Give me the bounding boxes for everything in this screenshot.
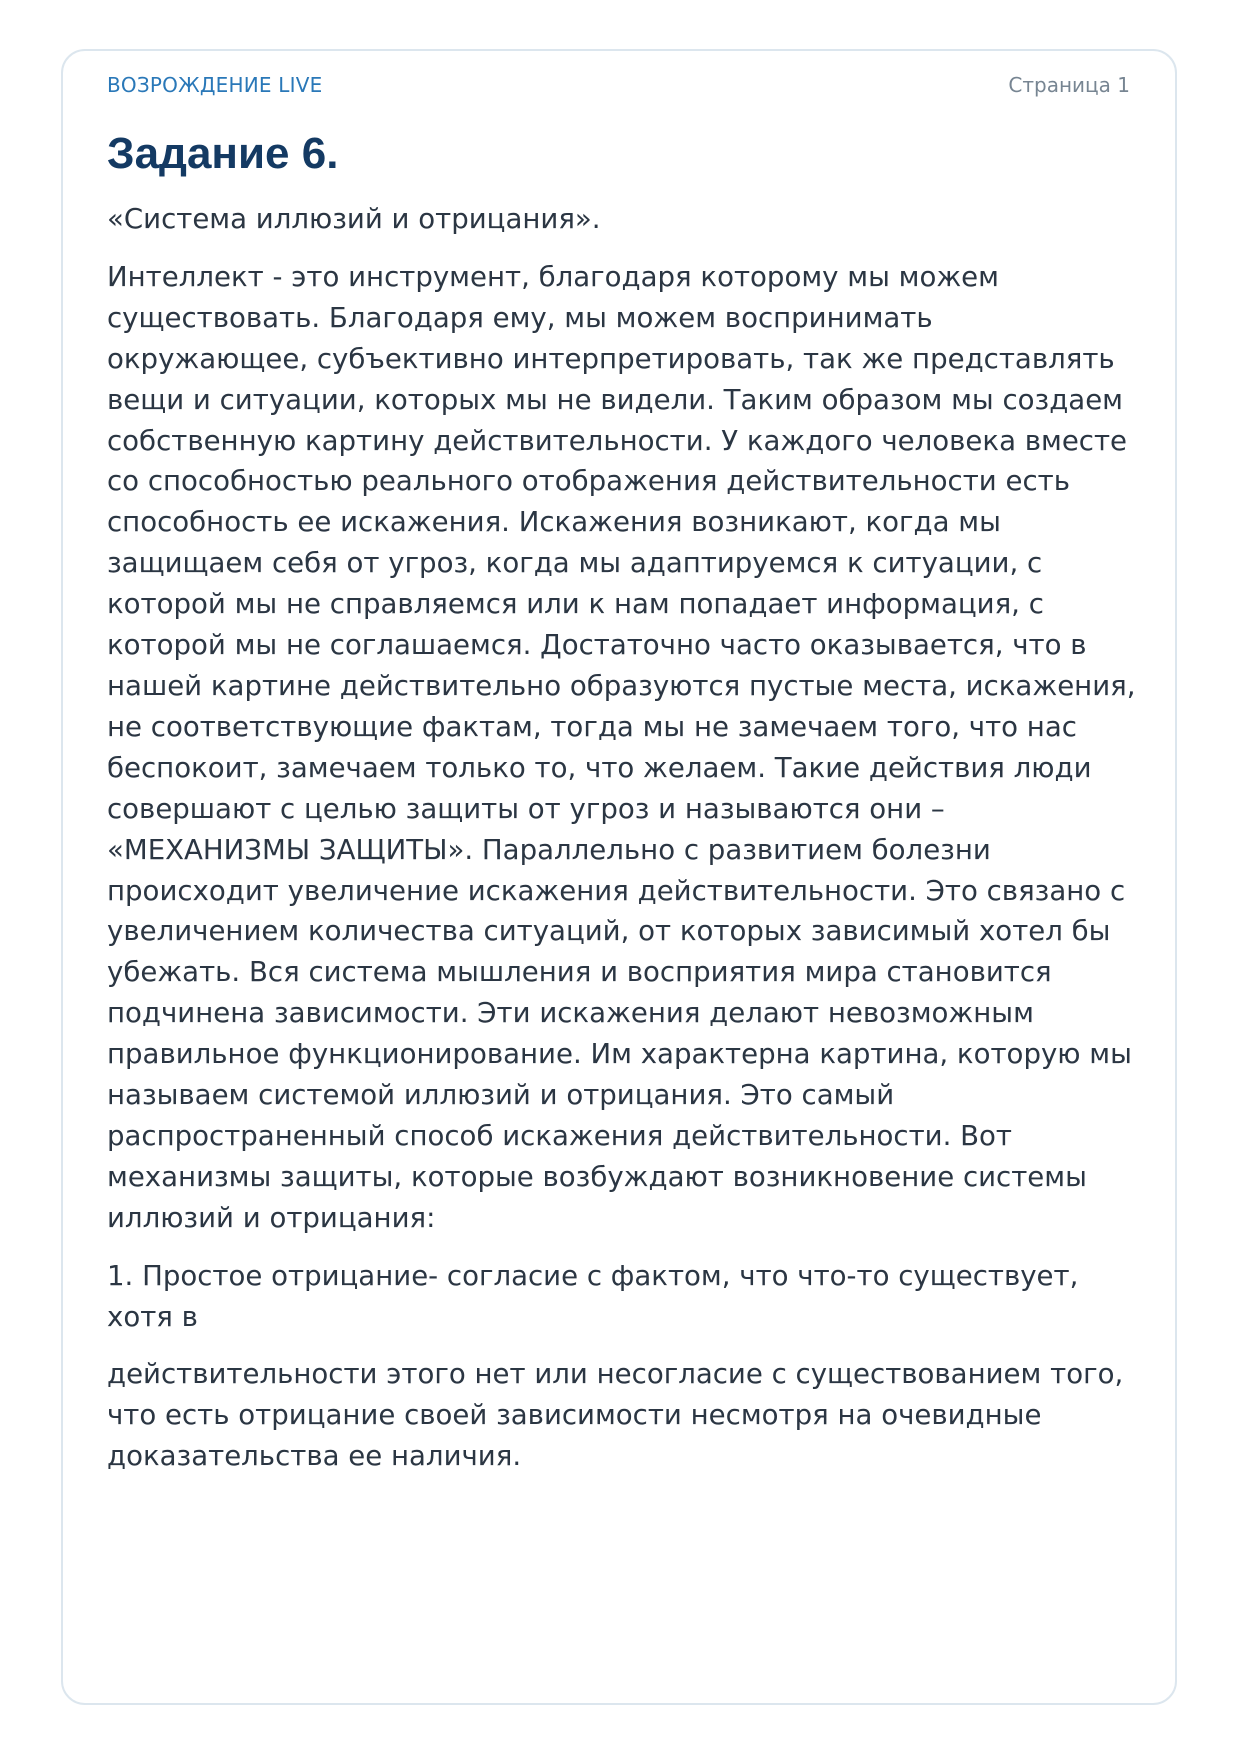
page-title: Задание 6.: [107, 129, 339, 178]
document-body: [107, 199, 1137, 1477]
list-item-paragraph: 1. Простое отрицание- согласие с фактом, что что-то существует, хотя в: [107, 1258, 1079, 1333]
body-paragraph: Интеллект - это инструмент, благодаря которому мы можем существовать. Благодаря ему, мы можем воспринимать окружающее, субъективно интерпретировать, так же представлять вещи и ситуации, которых мы не видели. Таким образом мы создаем собственную картину действительности. У каждого человека вместе со способностью реального отображения действительности есть способность ее искажения. Искажения возникают, когда мы защищаем себя от угроз, когда мы адаптируемся к ситуации, с которой мы не справляемся или к нам попадает информация, с которой мы не соглашаемся. Достаточно часто оказывается, что в нашей картине действительно образуются пустые места, искажения, не соответствующие фактам, тогда мы не замечаем того, что нас беспокоит, замечаем только то, что желаем. Такие действия люди совершают с целью защиты от угроз и называются они – «МЕХАНИЗМЫ ЗАЩИТЫ». Параллельно с развитием болезни происходит увеличение искажения действительности. Это связано с увеличением количества ситуаций, от которых зависимый хотел бы убежать. Вся система мышления и восприятия мира становится подчинена зависимости. Эти искажения делают невозможным правильное функционирование. Им характерна картина, которую мы называем системой иллюзий и отрицания. Это самый распространенный способ искажения действительности. Вот механизмы защиты, которые возбуждают возникновение системы иллюзий и отрицания:: [107, 259, 1136, 1234]
brand-label: ВОЗРОЖДЕНИЕ LIVE: [107, 73, 323, 97]
page-number: Страница 1: [1008, 73, 1130, 97]
subtitle-paragraph: «Система иллюзий и отрицания».: [107, 202, 601, 235]
body-paragraph: действительности этого нет или несогласие с существованием того, что есть отрицание своей зависимости несмотря на очевидные доказательства ее наличия.: [107, 1357, 1124, 1473]
